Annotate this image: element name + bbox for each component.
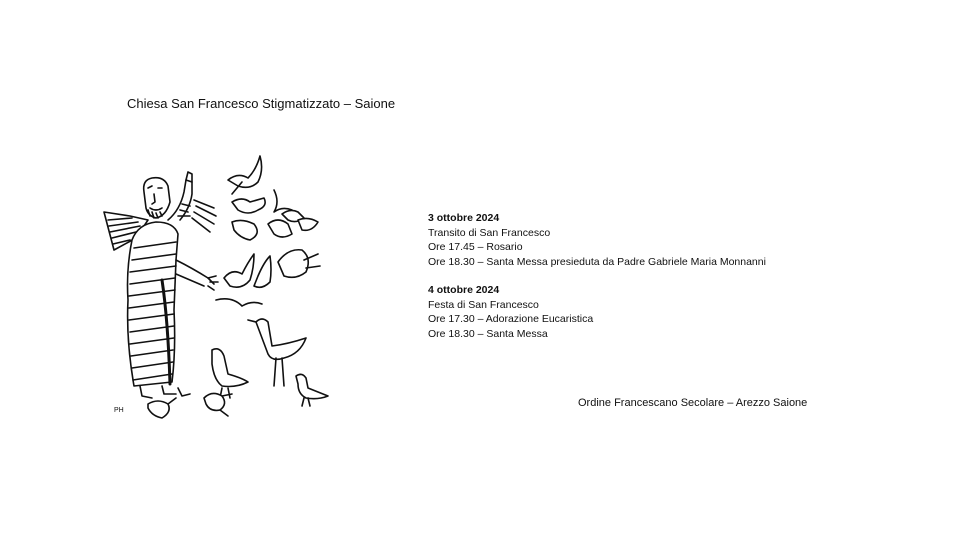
- event-schedule: [428, 211, 766, 355]
- day-date: 4 ottobre 2024: [428, 284, 500, 296]
- saint-francis-figure: [104, 172, 218, 398]
- organization-footer: Ordine Francescano Secolare – Arezzo Saione: [578, 397, 808, 409]
- page-title: Chiesa San Francesco Stigmatizzato – Saione: [127, 96, 396, 111]
- artist-signature: PH: [114, 407, 124, 414]
- schedule-line: Transito di San Francesco: [428, 226, 551, 239]
- saint-francis-illustration: [92, 150, 342, 425]
- schedule-line: Ore 18.30 – Santa Messa presieduta da Padre Gabriele Maria Monnanni: [428, 255, 766, 268]
- schedule-line: Ore 17.45 – Rosario: [428, 241, 523, 253]
- day-block-oct-4: [428, 283, 766, 341]
- schedule-line: Festa di San Francesco: [428, 298, 539, 311]
- schedule-line: Ore 18.30 – Santa Messa: [428, 327, 548, 340]
- day-date: 3 ottobre 2024: [428, 212, 500, 224]
- day-block-oct-3: [428, 211, 766, 269]
- schedule-line: Ore 17.30 – Adorazione Eucaristica: [428, 313, 594, 325]
